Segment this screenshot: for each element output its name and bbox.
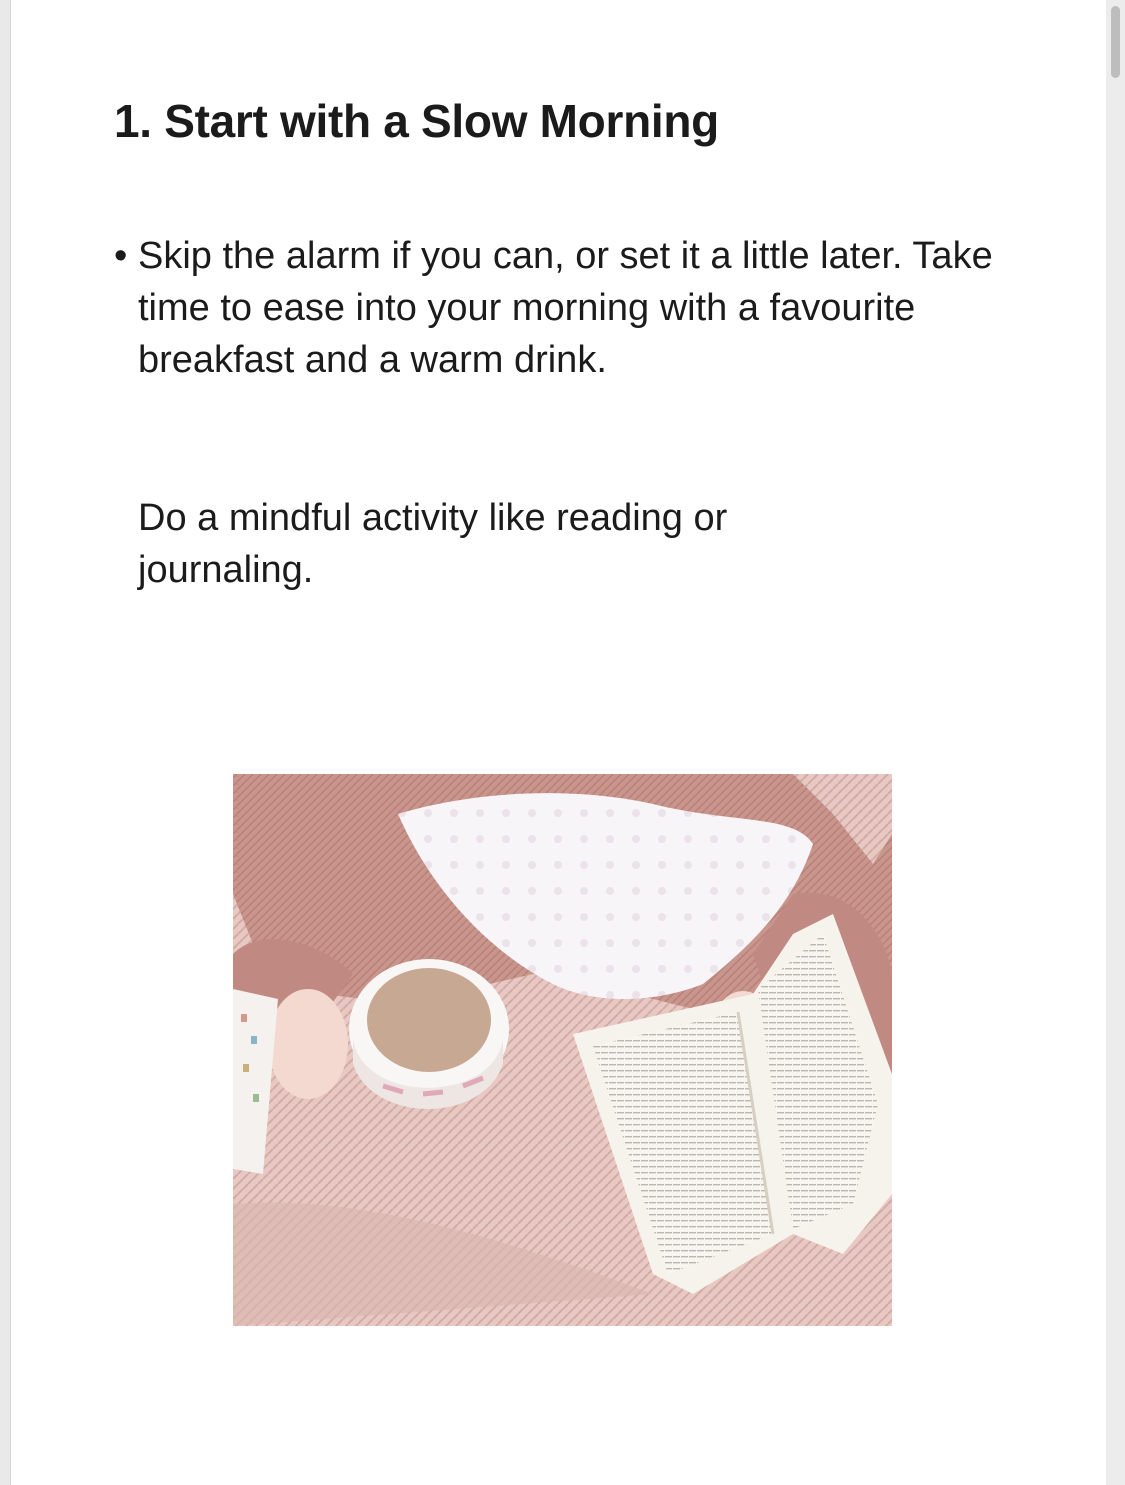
section-heading: 1. Start with a Slow Morning <box>114 95 719 147</box>
paragraph-text: Do a mindful activity like reading or journaling. <box>138 497 728 591</box>
bullet-marker: • <box>114 235 128 277</box>
scrollbar-thumb[interactable] <box>1111 6 1120 78</box>
cozy-reading-photo <box>233 774 892 1326</box>
bullet-text: Skip the alarm if you can, or set it a little later. Take time to ease into your morning with a favourite breakfast and a warm drink. <box>138 235 993 381</box>
document-page <box>10 0 1108 1485</box>
vertical-scrollbar[interactable] <box>1106 0 1125 1485</box>
